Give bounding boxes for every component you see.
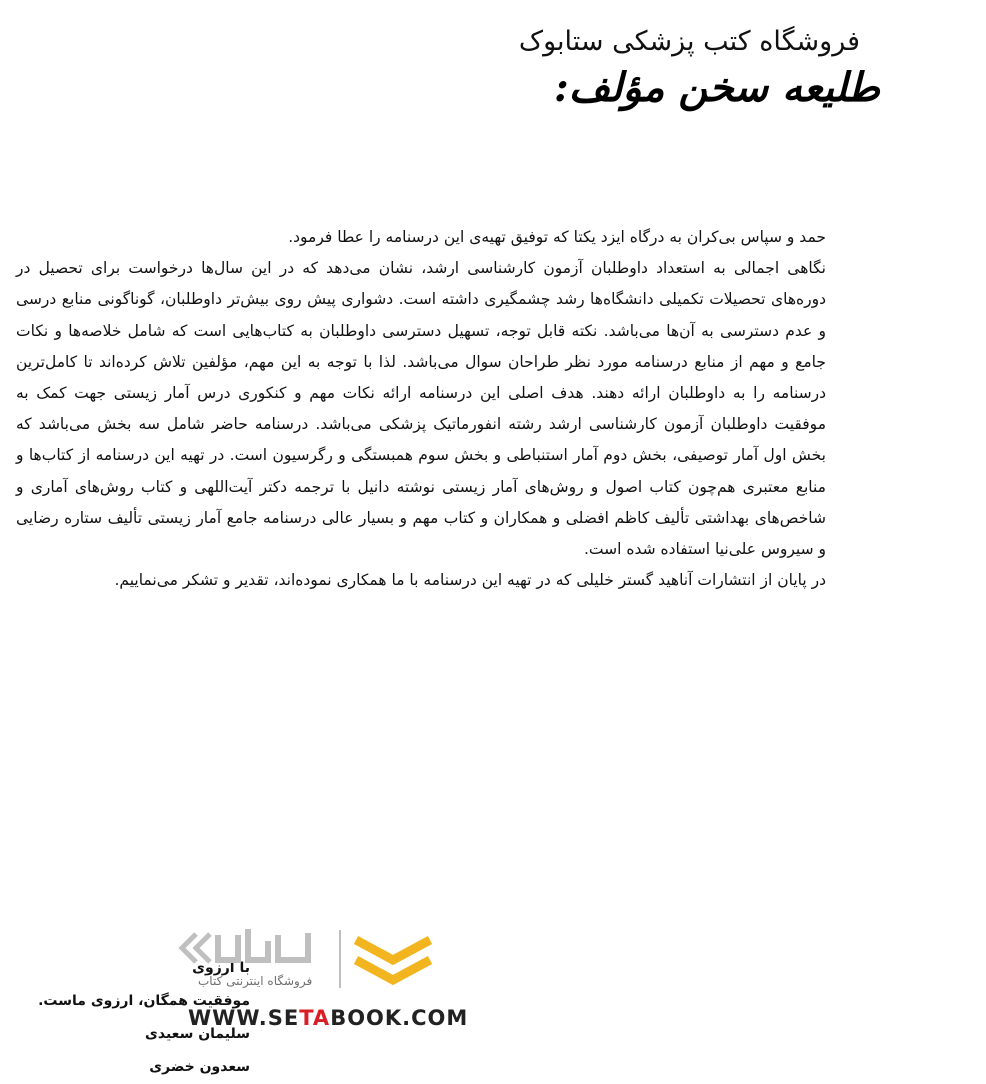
- signature-line-wish: با آرزوی: [192, 960, 250, 976]
- logo-url-highlight: TA: [299, 1006, 331, 1030]
- logo-url-suffix: BOOK.COM: [330, 1006, 469, 1030]
- chevrons-icon: [182, 934, 210, 962]
- preface-body: [16, 222, 826, 596]
- preface-heading: طلیعه سخن مؤلف:: [554, 64, 880, 111]
- logo-url: [188, 1006, 468, 1030]
- brand-lettering-icon: [218, 932, 308, 960]
- paragraph-closing: در پایان از انتشارات آناهید گستر خلیلی که در تهیه این درسنامه با ما همکاری نموده‌اند، تقدیر و تشکر می‌نماییم.: [114, 571, 826, 590]
- store-title: فروشگاه کتب پزشکی ستابوک: [518, 26, 860, 57]
- setabook-logo: [168, 926, 469, 1032]
- book-stack-icon: [356, 940, 430, 980]
- paragraph-main: نگاهی اجمالی به استعداد داوطلبان آزمون کارشناسی ارشد، نشان می‌دهد که در این سال‌ها درخواست برای تحصیل در دوره‌های تحصیلات تکمیلی دانشگاه‌ها رشد چشمگیری داشته است. دشواری پیش روی بیش‌تر داوطلبان، گوناگونی منابع درسی و عدم دسترسی به آن‌ها می‌باشد. نکته قابل توجه، تسهیل دسترسی داوطلبان به کتاب‌هایی است که شامل خلاصه‌ها و نکات جامع و مهم از منابع درسنامه مورد نظر طراحان سوال می‌باشد. لذا با توجه به این مهم، مؤلفین تلاش کرده‌اند تا کامل‌ترین درسنامه را به داوطلبان ارائه دهند. هدف اصلی این درسنامه ارائه نکات مهم و کنکوری درس آمار زیستی جهت کمک به موفقیت داوطلبان آزمون کارشناسی ارشد رشته انفورماتیک پزشکی می‌باشد. درسنامه حاضر شامل سه بخش می‌باشد که بخش اول آمار توصیفی، بخش دوم آمار استنباطی و بخش سوم همبستگی و رگرسیون است. در تهیه این درسنامه از کتاب‌ها و منابع معتبری هم‌چون کتاب اصول و روش‌های آمار زیستی نوشته دانیل با ترجمه دکتر آیت‌اللهی و کتاب روش‌های آماری و شاخص‌های بهداشتی تألیف کاظم افضلی و همکاران و کتاب مهم و بسیار عالی درسنامه جامع آمار زیستی تألیف ستاره رضایی و سیروس علی‌نیا استفاده شده است.: [16, 259, 826, 559]
- paragraph-intro: حمد و سپاس بی‌کران به درگاه ایزد یکتا که توفیق تهیه‌ی این درسنامه را عطا فرمود.: [288, 228, 826, 246]
- setabook-logo-mark: [168, 926, 438, 1006]
- signature-line-success: موفقیت همگان، ارزوی ماست.: [38, 993, 250, 1009]
- logo-url-prefix: WWW.SE: [188, 1006, 300, 1030]
- author-name-2: سعدون خضری: [149, 1059, 250, 1075]
- author-name-1: سلیمان سعیدی: [145, 1026, 250, 1042]
- logo-tagline: فروشگاه اینترنتی کتاب: [198, 974, 313, 988]
